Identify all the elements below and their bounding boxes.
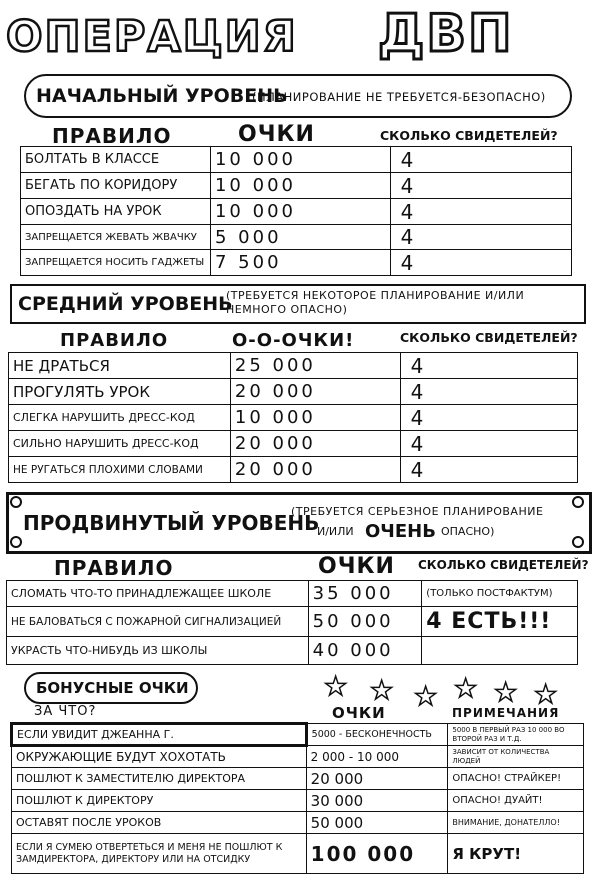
medium-level-note: (ТРЕБУЕТСЯ НЕКОТОРОЕ ПЛАНИРОВАНИЕ И/ИЛИ НЕМНОГО ОПАСНО)	[226, 289, 525, 316]
points-cell: 25 000	[230, 353, 400, 379]
rule-cell: ЕСЛИ УВИДИТ ДЖЕАННА Г.	[12, 724, 307, 746]
points-cell: 2 000 - 10 000	[306, 746, 448, 768]
table-row	[12, 812, 584, 834]
star-icon: ★	[324, 672, 348, 702]
table-row	[21, 147, 572, 173]
rivet-icon	[10, 496, 22, 508]
rule-cell: НЕ ДРАТЬСЯ	[9, 353, 231, 379]
note-cell: ОПАСНО! СТРАЙКЕР!	[448, 768, 584, 790]
points-cell: 5000 - БЕСКОНЕЧНОСТЬ	[306, 724, 448, 746]
witnesses-cell: 4	[400, 457, 577, 483]
witnesses-cell	[422, 637, 578, 665]
table-row	[12, 746, 584, 768]
table-row	[12, 790, 584, 812]
points-cell: 5 000	[210, 225, 390, 250]
rule-cell: БЕГАТЬ ПО КОРИДОРУ	[21, 173, 211, 199]
star-icon: ★	[494, 678, 518, 708]
witnesses-cell: 4	[390, 173, 571, 199]
star-icon: ★	[414, 682, 438, 712]
witnesses-cell: 4	[400, 431, 577, 457]
advanced-note-very: ОЧЕНЬ	[365, 521, 436, 542]
medium-table	[8, 352, 578, 483]
table-row	[21, 250, 572, 276]
points-cell: 10 000	[210, 199, 390, 225]
points-cell: 100 000	[306, 834, 448, 874]
witnesses-cell: 4	[400, 379, 577, 405]
beginner-header-points: ОЧКИ	[238, 122, 315, 147]
rivet-icon	[572, 496, 584, 508]
bonus-header-points: ОЧКИ	[332, 704, 386, 722]
rule-cell: ПОШЛЮТ К ЗАМЕСТИТЕЛЮ ДИРЕКТОРА	[12, 768, 307, 790]
rule-cell: БОЛТАТЬ В КЛАССЕ	[21, 147, 211, 173]
medium-banner	[10, 284, 586, 324]
beginner-table	[20, 146, 572, 276]
points-cell: 30 000	[306, 790, 448, 812]
points-cell: 10 000	[210, 147, 390, 173]
page-title	[6, 6, 596, 68]
medium-level-title: СРЕДНИЙ УРОВЕНЬ	[18, 293, 233, 315]
bonus-table	[10, 722, 584, 874]
table-row	[21, 225, 572, 250]
table-row	[9, 457, 578, 483]
note-cell: 5000 В ПЕРВЫЙ РАЗ 10 000 ВО ВТОРОЙ РАЗ И Т.Д.	[448, 724, 584, 746]
rivet-icon	[10, 536, 22, 548]
rule-cell: ЗАПРЕЩАЕТСЯ ЖЕВАТЬ ЖВАЧКУ	[21, 225, 211, 250]
bonus-banner	[24, 672, 198, 704]
star-icon: ★	[370, 676, 394, 706]
rule-cell: ОКРУЖАЮЩИЕ БУДУТ ХОХОТАТЬ	[12, 746, 307, 768]
medium-header-rule: ПРАВИЛО	[60, 330, 169, 351]
star-icon: ★	[454, 674, 478, 704]
witnesses-cell: 4	[400, 405, 577, 431]
advanced-header-rule: ПРАВИЛО	[54, 556, 174, 580]
note-cell: Я КРУТ!	[448, 834, 584, 874]
table-row	[9, 405, 578, 431]
beginner-level-note: (ПЛАНИРОВАНИЕ НЕ ТРЕБУЕТСЯ-БЕЗОПАСНО)	[252, 90, 546, 104]
rule-cell: СИЛЬНО НАРУШИТЬ ДРЕСС-КОД	[9, 431, 231, 457]
points-cell: 10 000	[230, 405, 400, 431]
rule-cell: СЛЕГКА НАРУШИТЬ ДРЕСС-КОД	[9, 405, 231, 431]
rivet-icon	[572, 536, 584, 548]
witnesses-cell: 4	[390, 225, 571, 250]
table-row	[9, 353, 578, 379]
points-cell: 20 000	[230, 431, 400, 457]
table-row	[9, 431, 578, 457]
rule-cell: НЕ БАЛОВАТЬСЯ С ПОЖАРНОЙ СИГНАЛИЗАЦИЕЙ	[7, 607, 309, 637]
rule-cell: ПРОГУЛЯТЬ УРОК	[9, 379, 231, 405]
rule-cell: НЕ РУГАТЬСЯ ПЛОХИМИ СЛОВАМИ	[9, 457, 231, 483]
advanced-header-points: ОЧКИ	[318, 554, 395, 579]
advanced-table	[6, 580, 578, 665]
points-cell: 20 000	[230, 379, 400, 405]
rule-cell: ОПОЗДАТЬ НА УРОК	[21, 199, 211, 225]
table-row	[7, 581, 578, 607]
witnesses-cell: 4	[400, 353, 577, 379]
table-row	[21, 199, 572, 225]
points-cell: 10 000	[210, 173, 390, 199]
rule-cell: СЛОМАТЬ ЧТО-ТО ПРИНАДЛЕЖАЩЕЕ ШКОЛЕ	[7, 581, 309, 607]
points-cell: 50 000	[306, 812, 448, 834]
note-cell: ОПАСНО! ДУАЙТ!	[448, 790, 584, 812]
rule-cell: УКРАСТЬ ЧТО-НИБУДЬ ИЗ ШКОЛЫ	[7, 637, 309, 665]
beginner-header-witnesses: СКОЛЬКО СВИДЕТЕЛЕЙ?	[380, 128, 558, 143]
title-dvp: ДВП	[378, 4, 514, 64]
witnesses-cell: (ТОЛЬКО ПОСТФАКТУМ)	[422, 581, 578, 607]
rule-cell: ЗАПРЕЩАЕТСЯ НОСИТЬ ГАДЖЕТЫ	[21, 250, 211, 276]
points-cell: 20 000	[230, 457, 400, 483]
points-cell: 50 000	[308, 607, 422, 637]
advanced-level-title: ПРОДВИНУТЫЙ УРОВЕНЬ	[23, 511, 320, 535]
advanced-note-andor: И/ИЛИ	[317, 525, 354, 538]
beginner-header-rule: ПРАВИЛО	[52, 124, 172, 148]
points-cell: 35 000	[308, 581, 422, 607]
advanced-banner	[6, 492, 592, 554]
table-row	[12, 834, 584, 874]
witnesses-cell: 4	[390, 147, 571, 173]
rule-cell: ЕСЛИ Я СУМЕЮ ОТВЕРТЕТЬСЯ И МЕНЯ НЕ ПОШЛЮТ К ЗАМДИРЕКТОРА, ДИРЕКТОРУ ИЛИ НА ОТСИДКУ	[12, 834, 307, 874]
beginner-banner	[24, 74, 572, 118]
witnesses-cell: 4	[390, 250, 571, 276]
table-row	[21, 173, 572, 199]
bonus-title: БОНУСНЫЕ ОЧКИ	[36, 679, 189, 697]
points-cell: 20 000	[306, 768, 448, 790]
advanced-note-dangerous: ОПАСНО)	[441, 525, 495, 538]
medium-header-witnesses: СКОЛЬКО СВИДЕТЕЛЕЙ?	[400, 330, 578, 345]
star-icon: ★	[534, 680, 558, 710]
note-cell: ЗАВИСИТ ОТ КОЛИЧЕСТВА ЛЮДЕЙ	[448, 746, 584, 768]
rule-cell: ПОШЛЮТ К ДИРЕКТОРУ	[12, 790, 307, 812]
table-row	[9, 379, 578, 405]
table-row	[7, 607, 578, 637]
table-row	[12, 768, 584, 790]
advanced-note-line1: (ТРЕБУЕТСЯ СЕРЬЕЗНОЕ ПЛАНИРОВАНИЕ	[291, 505, 544, 518]
bonus-header-what: ЗА ЧТО?	[34, 704, 97, 719]
beginner-level-title: НАЧАЛЬНЫЙ УРОВЕНЬ	[36, 85, 288, 107]
points-cell: 40 000	[308, 637, 422, 665]
witnesses-cell: 4 ЕСТЬ!!!	[422, 607, 578, 637]
advanced-header-witnesses: СКОЛЬКО СВИДЕТЕЛЕЙ?	[418, 558, 589, 572]
bonus-header-notes: ПРИМЕЧАНИЯ	[452, 706, 560, 720]
medium-header-points: О-О-ОЧКИ!	[232, 330, 355, 351]
rule-cell: ОСТАВЯТ ПОСЛЕ УРОКОВ	[12, 812, 307, 834]
note-cell: ВНИМАНИЕ, ДОНАТЕЛЛО!	[448, 812, 584, 834]
table-row	[7, 637, 578, 665]
table-row	[12, 724, 584, 746]
points-cell: 7 500	[210, 250, 390, 276]
title-operation: ОПЕРАЦИЯ	[6, 12, 298, 62]
witnesses-cell: 4	[390, 199, 571, 225]
